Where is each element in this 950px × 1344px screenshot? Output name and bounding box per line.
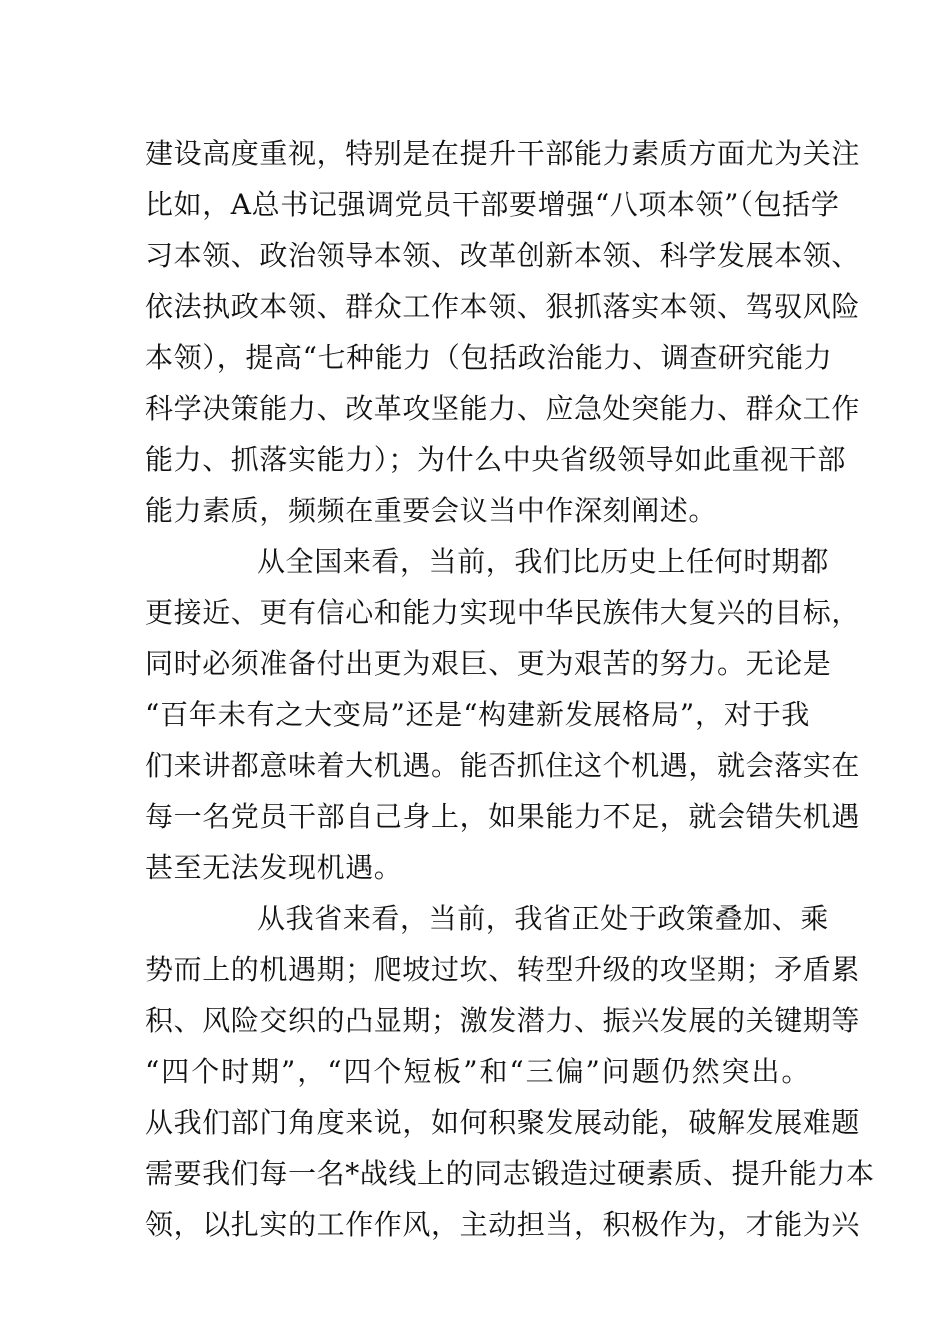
- paragraph-3: [145, 893, 875, 1250]
- text-line: 每一名党员干部自己身上，如果能力不足，就会错失机遇: [145, 800, 861, 833]
- text-line: 们来讲都意味着大机遇。能否抓住这个机遇，就会落实在: [145, 749, 861, 782]
- document-body: [145, 128, 875, 1250]
- text-line: 从全国来看，当前，我们比历史上任何时期都: [257, 545, 830, 578]
- text-line: 领，以扎实的工作作风，主动担当，积极作为，才能为兴: [145, 1208, 861, 1241]
- text-line: 同时必须准备付出更为艰巨、更为艰苦的努力。无论是: [145, 647, 832, 680]
- paragraph-1: [145, 128, 861, 536]
- text-line: 从我省来看，当前，我省正处于政策叠加、乘: [257, 902, 830, 935]
- paragraph-2: [145, 536, 861, 893]
- text-line: 从我们部门角度来说，如何积聚发展动能，破解发展难题: [145, 1106, 861, 1139]
- text-line: 建设高度重视，特别是在提升干部能力素质方面尤为关注: [145, 137, 861, 170]
- text-line: 能力素质，频频在重要会议当中作深刻阐述。: [145, 494, 718, 527]
- text-line: “四个时期”，“四个短板”和“三偏”问题仍然突出。: [145, 1055, 810, 1088]
- text-line: 习本领、政治领导本领、改革创新本领、科学发展本领、: [145, 239, 861, 272]
- text-line: 本领），提高“七种能力（包括政治能力、调查研究能力: [145, 341, 833, 374]
- text-line: 科学决策能力、改革攻坚能力、应急处突能力、群众工作: [145, 392, 861, 425]
- text-line: 需要我们每一名*战线上的同志锻造过硬素质、提升能力本: [145, 1157, 875, 1190]
- text-line: 甚至无法发现机遇。: [145, 851, 403, 884]
- text-line: 依法执政本领、群众工作本领、狠抓落实本领、驾驭风险: [145, 290, 861, 323]
- text-line: “百年未有之大变局”还是“构建新发展格局”，对于我: [145, 698, 810, 731]
- text-line: 更接近、更有信心和能力实现中华民族伟大复兴的目标，: [145, 596, 861, 629]
- text-line: 比如，A总书记强调党员干部要增强“八项本领”（包括学: [145, 188, 840, 221]
- text-line: 积、风险交织的凸显期；激发潜力、振兴发展的关键期等: [145, 1004, 861, 1037]
- text-line: 势而上的机遇期；爬坡过坎、转型升级的攻坚期；矛盾累: [145, 953, 861, 986]
- text-line: 能力、抓落实能力）；为什么中央省级领导如此重视干部: [145, 443, 847, 476]
